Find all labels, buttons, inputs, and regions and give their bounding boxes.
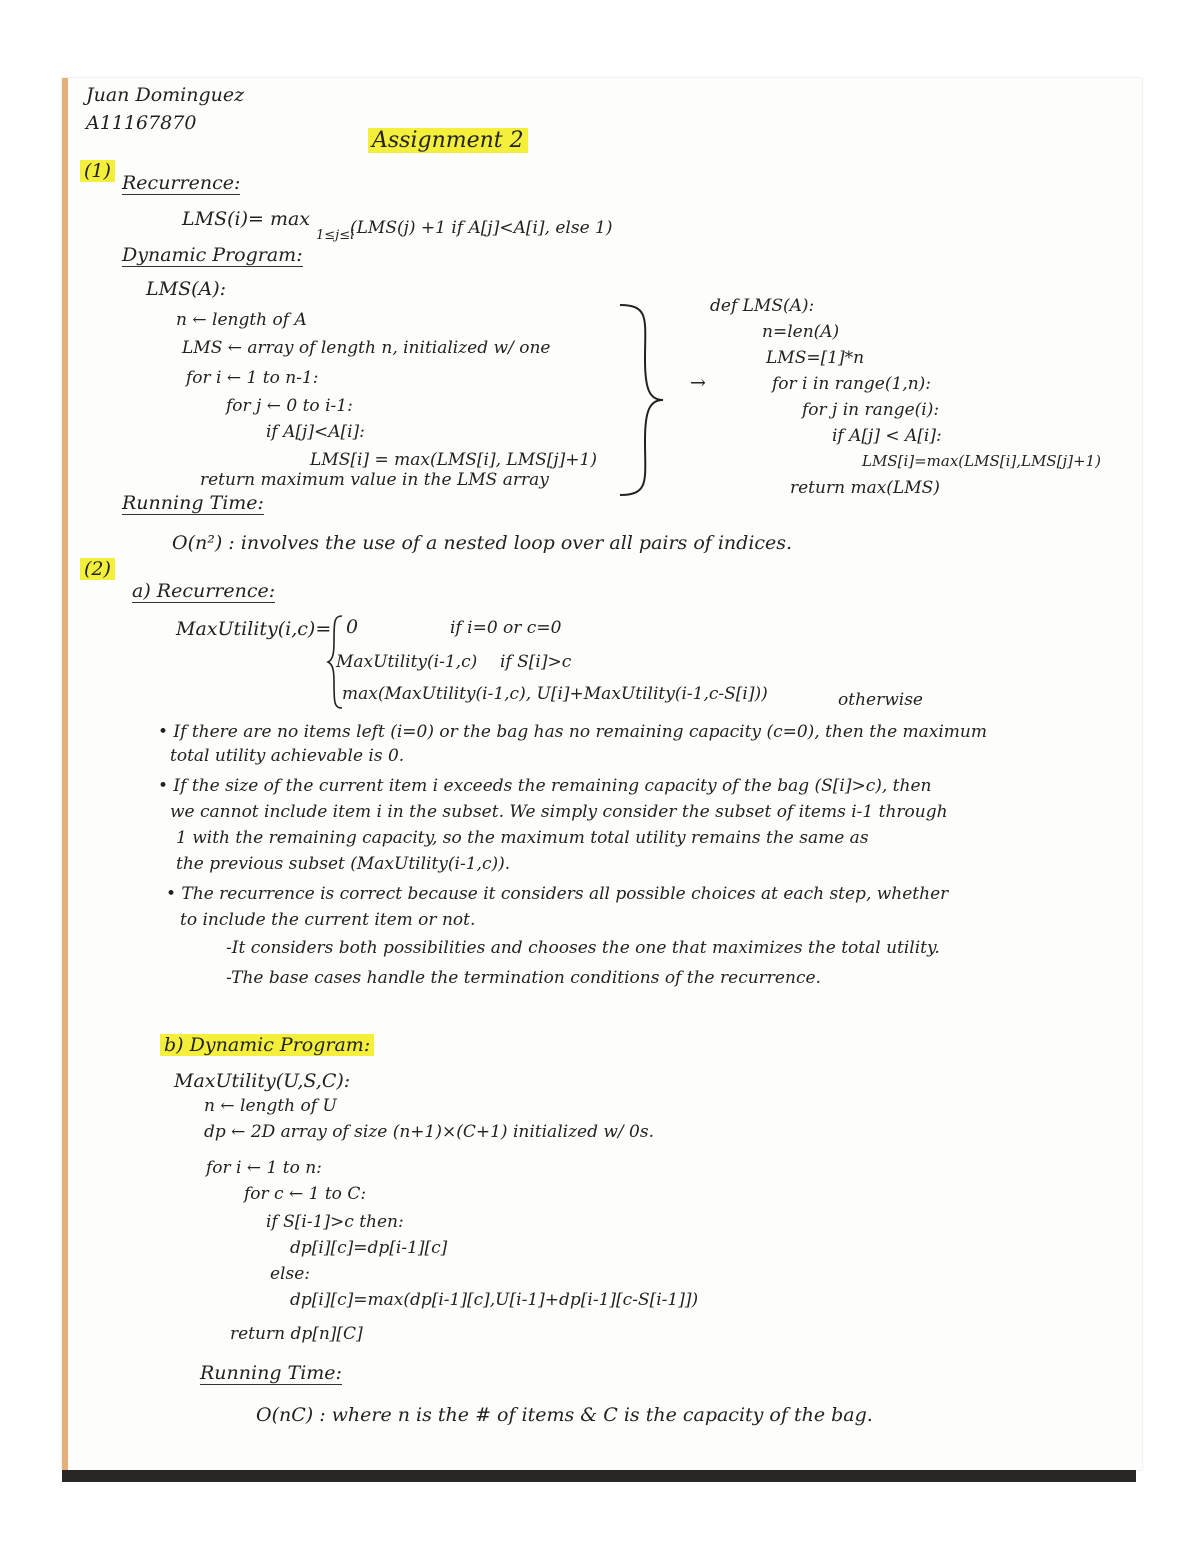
q1-pseudo-line: if A[j]<A[i]: bbox=[266, 422, 365, 442]
q1-pseudo-line: LMS ← array of length n, initialized w/ one bbox=[182, 338, 551, 358]
q2-number: (2) bbox=[80, 558, 115, 580]
q2-bullet-line: • If there are no items left (i=0) or the bag has no remaining capacity (c=0), then the maximum bbox=[158, 722, 987, 742]
q2b-runtime: O(nC) : where n is the # of items & C is the capacity of the bag. bbox=[256, 1404, 873, 1426]
q2b-pseudo-line: MaxUtility(U,S,C): bbox=[174, 1070, 351, 1092]
q1-pseudo-line: for j ← 0 to i-1: bbox=[226, 396, 353, 416]
q2-recurrence-lhs: MaxUtility(i,c)= bbox=[176, 618, 332, 640]
q1-pseudo-line: n ← length of A bbox=[176, 310, 307, 330]
q1-code-line: for i in range(1,n): bbox=[772, 374, 932, 394]
q1-code-line: return max(LMS) bbox=[790, 478, 940, 498]
q2b-pseudo-line: dp ← 2D array of size (n+1)×(C+1) initialized w/ 0s. bbox=[204, 1122, 654, 1142]
q2-bullet-line: to include the current item or not. bbox=[180, 910, 476, 930]
q1-pseudo-line: return maximum value in the LMS array bbox=[200, 470, 549, 490]
q1-runtime-label: Running Time: bbox=[122, 492, 264, 514]
student-id: A11167870 bbox=[86, 112, 197, 134]
q1-recurrence-lhs: LMS(i)= max bbox=[182, 208, 311, 230]
q2-case-cond: if i=0 or c=0 bbox=[450, 618, 562, 638]
curly-brace-icon bbox=[615, 300, 665, 500]
q2-case-cond: if S[i]>c bbox=[500, 652, 572, 672]
q2-case-expr: 0 bbox=[346, 616, 359, 638]
q1-recurrence-rhs: (LMS(j) +1 if A[j]<A[i], else 1) bbox=[350, 218, 613, 238]
q2-case-expr: MaxUtility(i-1,c) bbox=[336, 652, 478, 672]
q2-case-cond: otherwise bbox=[838, 690, 923, 710]
q2-bullet-line: we cannot include item i in the subset. We simply consider the subset of items i-1 through bbox=[170, 802, 948, 822]
q2b-pseudo-line: for i ← 1 to n: bbox=[206, 1158, 322, 1178]
q2a-label: a) Recurrence: bbox=[132, 580, 276, 602]
q1-code-line: LMS[i]=max(LMS[i],LMS[j]+1) bbox=[862, 452, 1101, 470]
q1-pseudo-line: for i ← 1 to n-1: bbox=[186, 368, 319, 388]
bottom-edge bbox=[62, 1470, 1136, 1482]
q1-code-line: n=len(A) bbox=[762, 322, 840, 342]
q1-pseudo-line: LMS[i] = max(LMS[i], LMS[j]+1) bbox=[310, 450, 597, 470]
q2-bullet-line: • The recurrence is correct because it considers all possible choices at each step, whether bbox=[166, 884, 949, 904]
arrow-icon: → bbox=[690, 372, 706, 394]
author-name: Juan Dominguez bbox=[86, 84, 245, 106]
q2-bullet-line: -It considers both possibilities and chooses the one that maximizes the total utility. bbox=[226, 938, 940, 958]
q1-code-line: if A[j] < A[i]: bbox=[832, 426, 942, 446]
q2b-pseudo-line: n ← length of U bbox=[204, 1096, 337, 1116]
q2-case-expr: max(MaxUtility(i-1,c), U[i]+MaxUtility(i-1,c-S[i])) bbox=[342, 684, 768, 704]
q2-bullet-line: total utility achievable is 0. bbox=[170, 746, 405, 766]
q2b-pseudo-line: for c ← 1 to C: bbox=[244, 1184, 367, 1204]
q2-bullet-line: the previous subset (MaxUtility(i-1,c)). bbox=[176, 854, 511, 874]
q1-runtime: O(n²) : involves the use of a nested loop over all pairs of indices. bbox=[172, 532, 793, 554]
q2-bullet-line: • If the size of the current item i exceeds the remaining capacity of the bag (S[i]>c), then bbox=[158, 776, 932, 796]
q1-number: (1) bbox=[80, 160, 115, 182]
q2b-label: b) Dynamic Program: bbox=[160, 1034, 374, 1056]
q2b-runtime-label: Running Time: bbox=[200, 1362, 342, 1384]
q2b-pseudo-line: if S[i-1]>c then: bbox=[266, 1212, 404, 1232]
q2-bullet-line: -The base cases handle the termination conditions of the recurrence. bbox=[226, 968, 821, 988]
page-title: Assignment 2 bbox=[368, 128, 528, 153]
q1-recurrence-sub: 1≤j≤i bbox=[316, 228, 355, 243]
q1-code-line: def LMS(A): bbox=[710, 296, 815, 316]
q1-pseudo-line: LMS(A): bbox=[146, 278, 227, 300]
q1-recurrence-label: Recurrence: bbox=[122, 172, 241, 194]
q2b-pseudo-line: return dp[n][C] bbox=[230, 1324, 363, 1344]
q1-dp-label: Dynamic Program: bbox=[122, 244, 303, 266]
q2b-pseudo-line: else: bbox=[270, 1264, 311, 1284]
q2b-pseudo-line: dp[i][c]=dp[i-1][c] bbox=[290, 1238, 448, 1258]
q2-bullet-line: 1 with the remaining capacity, so the maximum total utility remains the same as bbox=[176, 828, 869, 848]
q1-code-line: LMS=[1]*n bbox=[766, 348, 865, 368]
q2b-pseudo-line: dp[i][c]=max(dp[i-1][c],U[i-1]+dp[i-1][c-S[i-1]]) bbox=[290, 1290, 699, 1310]
q1-code-line: for j in range(i): bbox=[802, 400, 940, 420]
